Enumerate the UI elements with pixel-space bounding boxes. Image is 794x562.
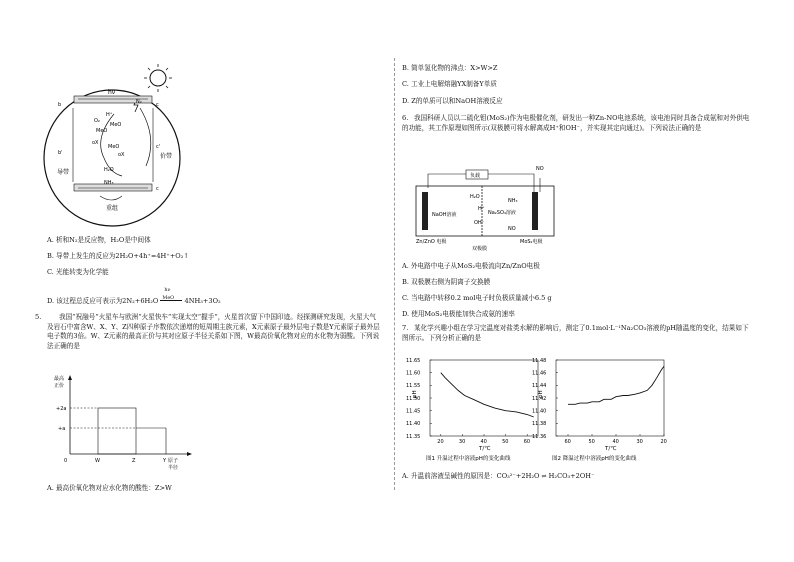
reaction-condition-top: hν <box>164 288 171 293</box>
fig2-ylabel: pH <box>538 390 544 398</box>
b-label-top: b <box>58 102 62 108</box>
naoh-label: NaOH溶液 <box>432 212 457 218</box>
no-cell-label: NO <box>508 226 516 232</box>
valence-band-label: 价带 <box>160 153 173 160</box>
nh3-label: NH₃ <box>104 180 114 186</box>
mos2-electrode <box>532 192 538 230</box>
membrane-label: 双极膜 <box>472 246 488 252</box>
load-label: 负载 <box>470 173 481 179</box>
q4-option-d <box>47 288 221 305</box>
chart-ylabel-2: 正价 <box>54 383 65 389</box>
fig2-xtick-label-2: 40 <box>612 439 619 445</box>
battery-cell-diagram <box>408 158 568 254</box>
no-inlet-label: NO <box>536 166 544 172</box>
chart-ylabel-1: 最高 <box>54 376 65 382</box>
h2o-label: H₂O <box>104 167 114 173</box>
q5-number: 5. <box>35 313 42 321</box>
chart-xlabel-2: 半径 <box>168 465 179 471</box>
c-prime-label: c' <box>156 144 161 150</box>
q6-option-d: D. 使用MoS₂电极能加快合成氨的速率 <box>402 310 515 318</box>
fig1-ytick-label-3: 11.50 <box>406 395 421 402</box>
conduction-band-label: 导带 <box>57 169 70 176</box>
q4-option-d-prefix: D. 该过程总反应可表示为2N₂+6H₂O <box>47 297 159 305</box>
fig1-xtick-label-2: 40 <box>480 439 487 445</box>
ox-label-1: oX <box>92 140 99 146</box>
o2-label: O₂ <box>94 118 100 124</box>
fig1-ytick-label-2: 11.45 <box>406 408 421 415</box>
category-y: Y <box>163 458 167 464</box>
q4-option-a: A. 析和N₂是反应物，H₂O是中间体 <box>47 236 151 244</box>
chart-origin: 0 <box>64 458 68 464</box>
q5-option-d: D. Z的单质可以和NaOH溶液反应 <box>402 97 503 105</box>
q5-option-a: A. 最高价氧化物对应水化物的酸性：Z>W <box>47 484 172 492</box>
fig1-xlabel: T/℃ <box>479 446 491 452</box>
q7-number: 7. <box>402 324 409 332</box>
q6-option-c: C. 当电路中转移0.2 mol电子时负极质量减小6.5 g <box>402 294 552 302</box>
fig2-ytick-label-1: 11.38 <box>532 421 547 428</box>
fig2-ytick-label-2: 11.40 <box>532 408 547 415</box>
recombination-arrow <box>100 196 122 200</box>
q6-stem <box>402 114 752 133</box>
fig2-title: 图2 降温过程中溶液pH的变化曲线 <box>552 456 637 462</box>
fig2-ytick-label-5: 11.46 <box>532 370 547 377</box>
q7-option-a-prefix: A. 升温前溶液呈碱性的原因是：CO₃²⁻+2H₂O <box>402 472 540 480</box>
fig1-ytick-label-4: 11.55 <box>406 383 421 390</box>
equilibrium-arrow-icon: ⇌ <box>541 473 547 480</box>
h2o-cell-label: H₂O <box>470 194 480 200</box>
fig1-xtick-label-3: 50 <box>502 439 509 445</box>
category-w: W <box>95 458 100 464</box>
q7-text: 某化学兴趣小组在学习完温度对盐类水解的影响后，测定了0.1mol·L⁻¹Na₂CO₃溶液的pH随温度的变化，结果如下图所示。下列分析正确的是 <box>402 324 749 342</box>
q5-text: 我国“祝融号”火星车与欧洲“火星快车”实现太空“握手”，火星首次留下中国印迹。经探测研究发现，火星大气及岩石中富含W、X、Y、Z四种原子序数依次递增的短周期主族元素，X元素原子最外层电子数是Y元素原子最外层电子数的3倍。W、Z元素的最高正价与其对应原子半径关系如下图，W最高价氧化物对应的水化物为弱酸。下列说法正确的是 <box>47 313 380 350</box>
fig1-xtick-label-4: 60 <box>523 439 531 445</box>
q4-option-c: C. 光能转变为化学能 <box>47 268 109 276</box>
q6-option-b: B. 双极膜右侧为阴离子交换膜 <box>402 278 491 286</box>
fig1-ytick-label-5: 11.60 <box>406 370 421 377</box>
na2so4-label: Na₂SO₄溶液 <box>488 210 516 216</box>
q6-text: 我国科研人员以二硫化钼(MoS₂)作为电极催化剂，研发出一种Zn-NO电池系统，该电池同时具备合成氨和对外供电的功能，其工作原理如图所示(双极膜可将水解离成H⁺和OH⁻，并实现其定向通过)。下列说法正确的是 <box>402 114 750 132</box>
fig1-xtick-label-0: 20 <box>437 439 444 445</box>
chart-xlabel-1: 原子 <box>168 458 179 464</box>
fig2-ytick-label-3: 11.42 <box>532 395 547 402</box>
q5-stem <box>35 313 382 351</box>
radius-valence-chart <box>40 372 200 477</box>
ox-label-2: oX <box>118 152 125 158</box>
sun-icon <box>144 64 172 92</box>
c-label-bottom: c <box>156 186 159 192</box>
q7-stem <box>402 324 752 343</box>
reaction-condition-bottom: MeO <box>162 296 175 301</box>
q6-option-a: A. 外电路中电子从MoS₂电极流向Zn/ZnO电极 <box>402 262 540 270</box>
recombination-label: 重组 <box>106 205 119 212</box>
fig1-ylabel: pH <box>412 390 418 398</box>
b-prime-label: b' <box>58 150 63 156</box>
zn-electrode-label: Zn/ZnO 电极 <box>416 239 447 245</box>
hplus-cell-label: H⁺ <box>478 206 485 212</box>
photocatalysis-diagram <box>40 58 240 230</box>
meo-label-3: MeO <box>108 144 120 150</box>
fig2-xtick-label-0: 60 <box>564 439 571 445</box>
fig2-xtick-label-3: 30 <box>636 439 643 445</box>
fig2-series-line <box>568 366 664 404</box>
q7-option-a-suffix: H₂CO₃+2OH⁻ <box>548 472 595 480</box>
fig2-ytick-label-6: 11.48 <box>532 357 547 364</box>
fig1-xtick-label-1: 30 <box>458 439 466 445</box>
meo-label-2: MeO <box>96 128 108 134</box>
fig2-xtick-label-1: 50 <box>588 439 595 445</box>
zn-electrode <box>422 192 428 230</box>
fig1-ytick-label-0: 11.35 <box>406 433 421 440</box>
fig2-plot-frame <box>556 360 664 436</box>
chart-cooling-ph <box>530 352 670 464</box>
fig1-title: 图1 升温过程中溶液pH的变化曲线 <box>426 456 511 462</box>
tick-a: +a <box>58 426 66 432</box>
c-label-top: c <box>156 102 159 108</box>
meo-label-1: MeO <box>110 122 122 128</box>
nh3-cell-label: NH₃ <box>508 198 518 204</box>
hv-label: hν <box>108 89 116 96</box>
column-divider <box>394 58 395 490</box>
fig1-series-line <box>441 373 534 417</box>
fig1-plot-frame <box>430 360 538 436</box>
fig2-ytick-label-0: 11.36 <box>532 433 547 440</box>
q4-option-d-suffix: 4NH₃+3O₂ <box>184 297 221 305</box>
tick-2a: +2a <box>56 406 67 412</box>
q6-number: 6. <box>402 114 409 122</box>
q7-option-a <box>402 472 595 481</box>
fig2-xtick-label-4: 20 <box>660 439 667 445</box>
fig2-xlabel: T/℃ <box>605 446 617 452</box>
hplus-label: H⁺ <box>106 112 113 118</box>
reaction-arrow <box>160 288 182 305</box>
fig1-ytick-label-1: 11.40 <box>406 421 421 428</box>
chart-heating-ph <box>404 352 547 464</box>
outer-cycle-curve <box>140 108 151 166</box>
n2-label: N₂ <box>136 99 142 105</box>
category-z: Z <box>132 458 136 464</box>
q4-option-b: B. 导带上发生的反应为2H₂O+4h⁺=4H⁺+O₂↑ <box>47 252 189 260</box>
q5-option-c: C. 工业上电解熔融YX制备Y单质 <box>402 80 497 88</box>
fig2-ytick-label-4: 11.44 <box>532 383 547 390</box>
fig1-ytick-label-6: 11.65 <box>406 357 421 364</box>
mos2-electrode-label: MoS₂电极 <box>520 239 543 245</box>
ohminus-cell-label: OH⁻ <box>474 220 485 226</box>
q5-option-b: B. 简单氢化物的沸点：X>W>Z <box>402 64 498 72</box>
